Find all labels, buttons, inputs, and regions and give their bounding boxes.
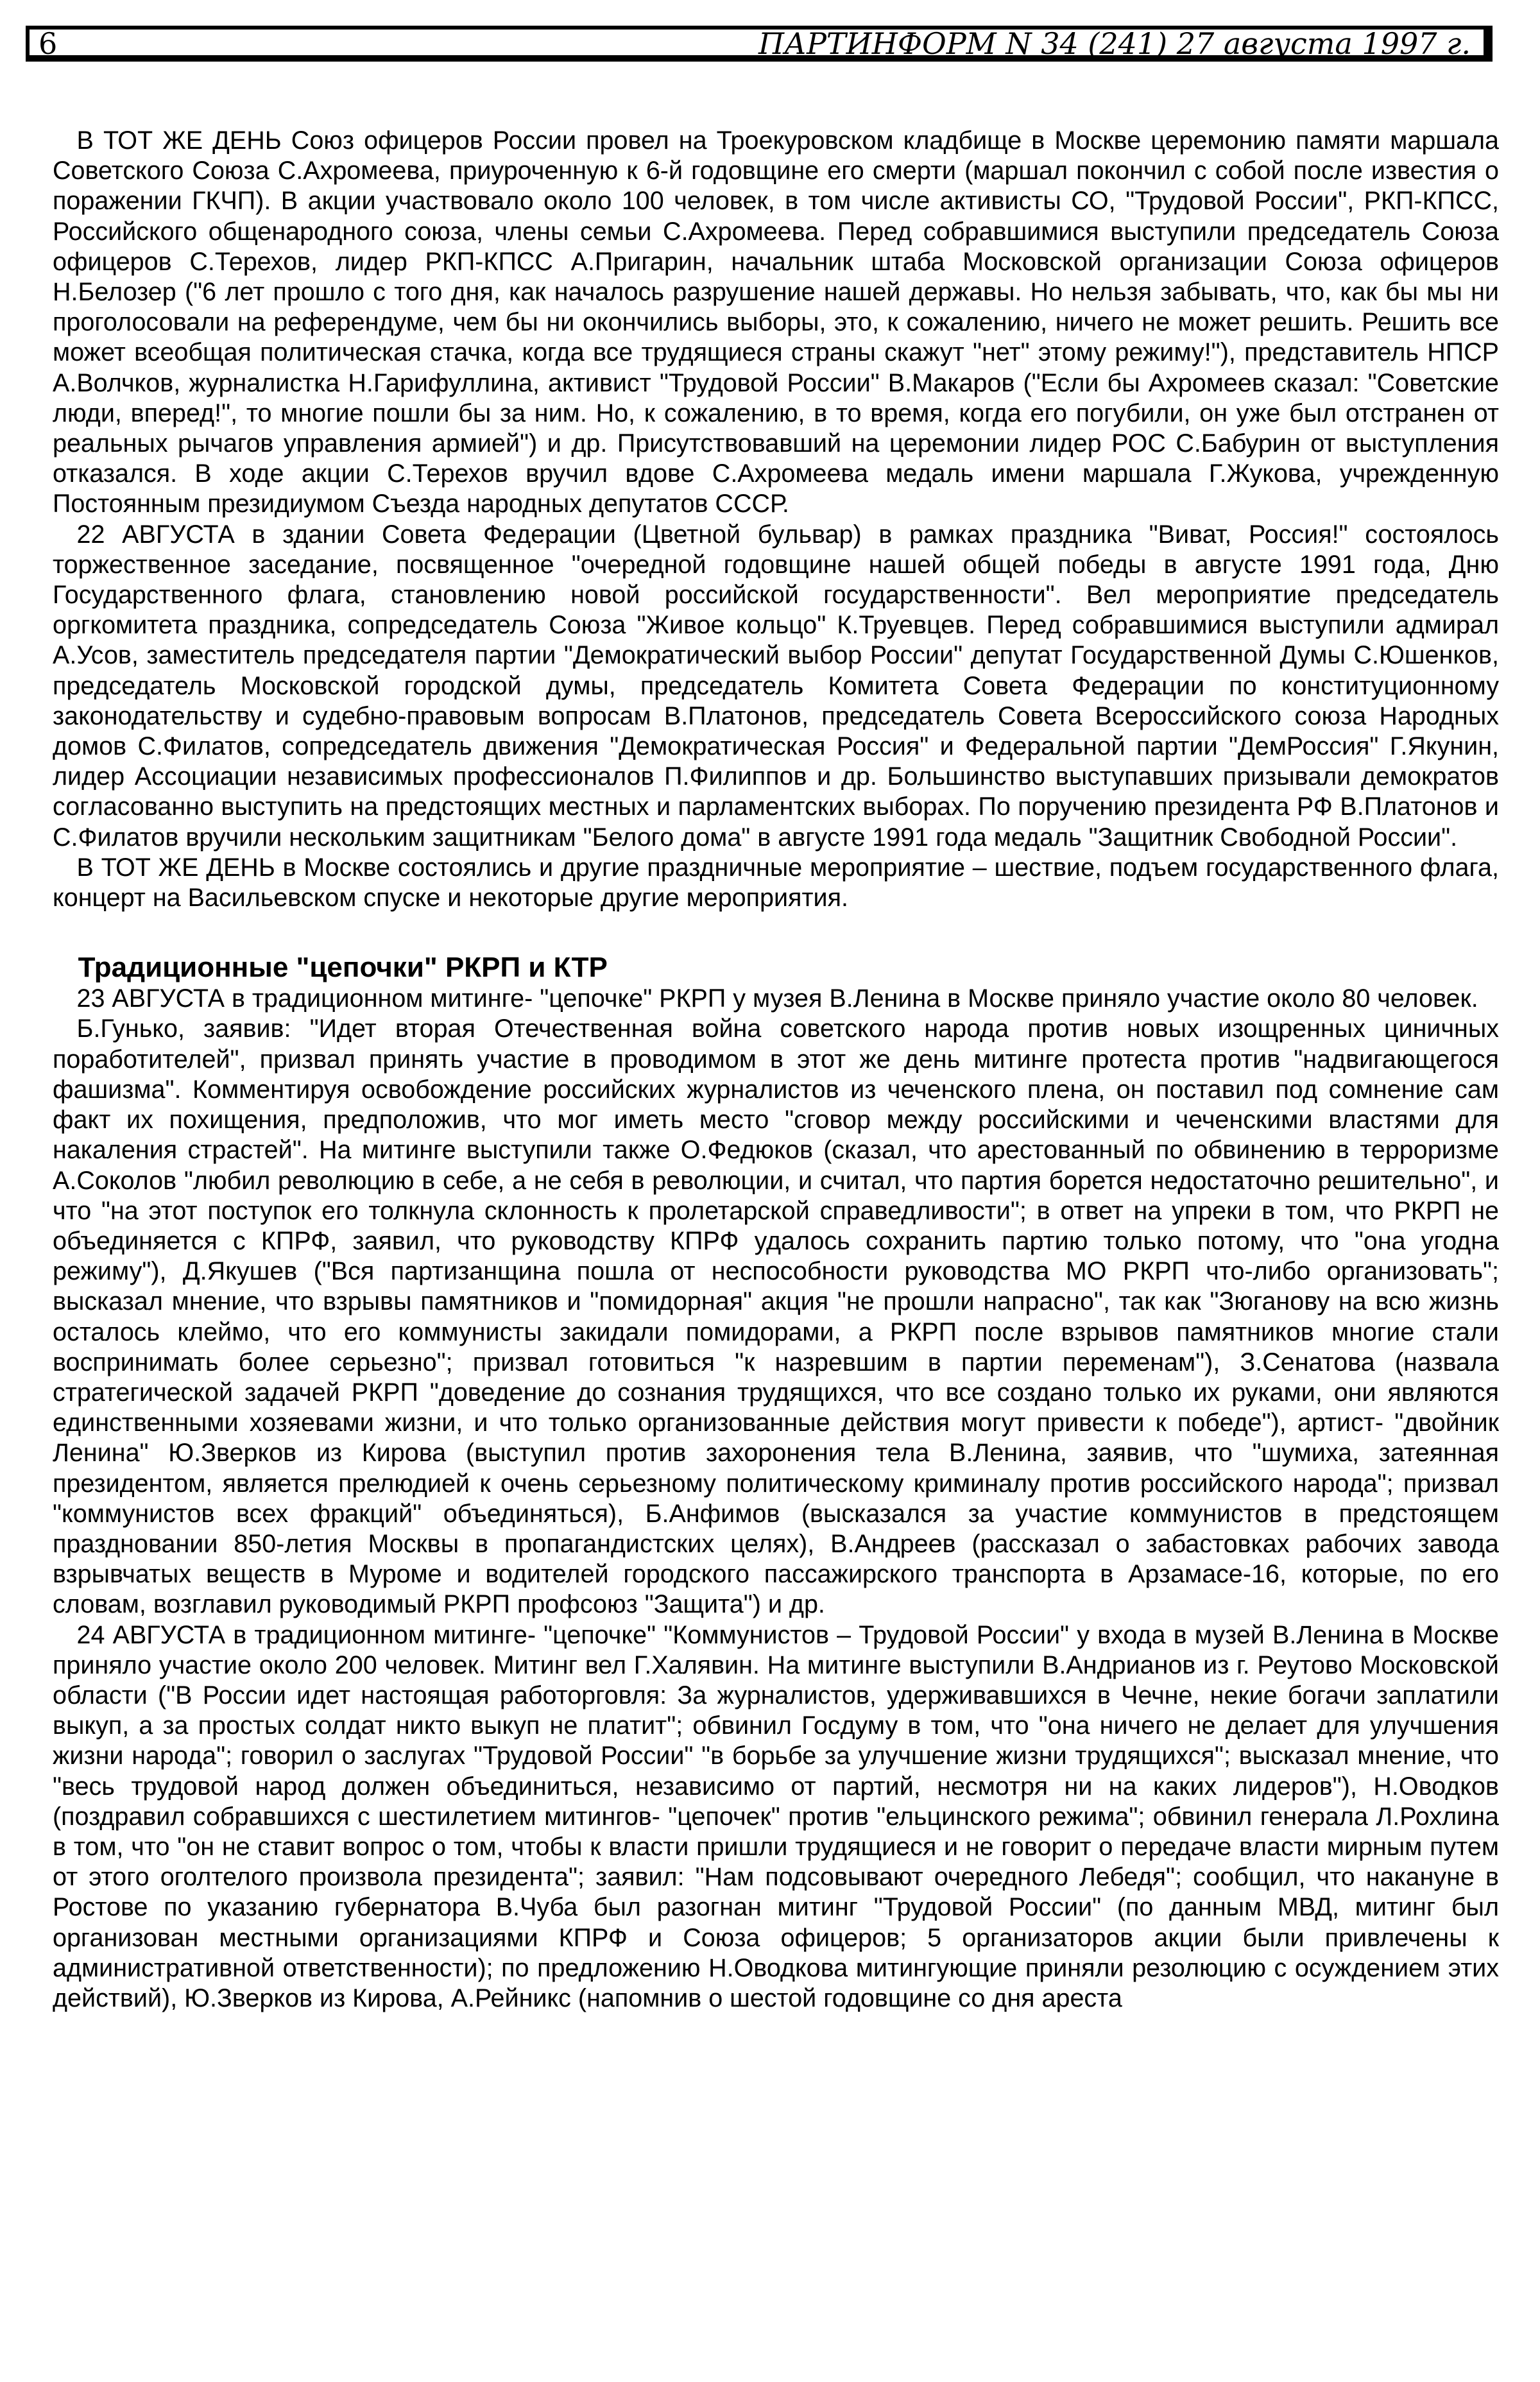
page-number: 6	[38, 26, 58, 61]
paragraph: В ТОТ ЖЕ ДЕНЬ Союз офицеров России провел на Троекуровском кладбище в Москве церемонию памяти маршала Советского Союза С.Ахромеева, приуроченную к 6-й годовщине его смерти (маршал покончил с собой после известия о поражении ГКЧП). В акции участвовало около 100 человек, в том числе активисты СО, "Трудовой России", РКП-КПСС, Российского общенародного союза, члены семьи С.Ахромеева. Перед собравшимися выступили председатель Союза офицеров С.Терехов, лидер РКП-КПСС А.Пригарин, начальник штаба Московской организации Союза офицеров Н.Белозер ("6 лет прошло с того дня, как началось разрушение нашей державы. Но нельзя забывать, что, как бы мы ни проголосовали на референдуме, чем бы ни окончились выборы, это, к сожалению, ничего не может решить. Решить все может всеобщая политическая стачка, когда все трудящиеся страны скажут "нет" этому режиму!"), представитель НПСР А.Волчков, журналистка Н.Гарифуллина, активист "Трудовой России" В.Макаров ("Если бы Ахромеев сказал: "Советские люди, вперед!", то многие пошли бы за ним. Но, к сожалению, в то время, когда его погубили, он уже был отстранен от реальных рычагов управления армией") и др. Присутствовавший на церемонии лидер РОС С.Бабурин от выступления отказался. В ходе акции С.Терехов вручил вдове С.Ахромеева медаль имени маршала Г.Жукова, учрежденную Постоянным президиумом Съезда народных депутатов СССР.	[53, 126, 1499, 518]
issue-info: ПАРТИНФОРМ N 34 (241) 27 августа 1997 г.	[758, 26, 1471, 61]
page-header	[26, 26, 1493, 62]
paragraph: 22 АВГУСТА в здании Совета Федерации (Цветной бульвар) в рамках праздника "Виват, Россия!" состоялось торжественное заседание, посвященное "очередной годовщине нашей общей победы в августе 1991 года, Дню Государственного флага, становлению новой российской государственности". Вел мероприятие председатель оргкомитета праздника, сопредседатель Союза "Живое кольцо" К.Труевцев. Перед собравшимися выступили адмирал А.Усов, заместитель председателя партии "Демократический выбор России" депутат Государственной Думы С.Юшенков, председатель Московской городской думы, председатель Комитета Совета Федерации по конституционному законодательству и судебно-правовым вопросам В.Платонов, председатель Совета Всероссийского союза Народных домов С.Филатов, сопредседатель движения "Демократическая Россия" и Федеральной партии "ДемРоссия" Г.Якунин, лидер Ассоциации независимых профессионалов П.Филиппов и др. Большинство выступавших призывали демократов согласованно выступить на предстоящих местных и парламентских выборах. По поручению президента РФ В.Платонов и С.Филатов вручили нескольким защитникам "Белого дома" в августе 1991 года медаль "Защитник Свободной России".	[53, 520, 1499, 852]
paragraph: 23 АВГУСТА в традиционном митинге- "цепочке" РКРП у музея В.Ленина в Москве приняло участие около 80 человек.	[76, 984, 1478, 1013]
article-body	[53, 126, 1499, 2014]
paragraph: В ТОТ ЖЕ ДЕНЬ в Москве состоялись и другие праздничные мероприятие – шествие, подъем государственного флага, концерт на Васильевском спуске и некоторые другие мероприятия.	[53, 853, 1499, 913]
article-section-1	[53, 126, 1499, 913]
section-heading: Традиционные "цепочки" РКРП и КТР	[78, 952, 608, 984]
paragraph: Б.Гунько, заявив: "Идет вторая Отечественная война советского народа против новых изощренных циничных поработителей", призвал принять участие в проводимом в этот же день митинге протеста против "надвигающегося фашизма". Комментируя освобождение российских журналистов из чеченского плена, он поставил под сомнение сам факт их похищения, предположив, что мог иметь место "сговор между российскими и чеченскими властями для накаления страстей". На митинге выступили также О.Федюков (сказал, что арестованный по обвинению в терроризме А.Соколов "любил революцию в себе, а не себя в революции, и считал, что партия борется недостаточно решительно", и что "на этот поступок его толкнула склонность к пролетарской справедливости"; в ответ на упреки в том, что РКРП не объединяется с КПРФ, заявил, что руководству КПРФ удалось сохранить партию только потому, что "она угодна режиму"), Д.Якушев ("Вся партизанщина пошла от неспособности руководства МО РКРП что-либо организовать"; высказал мнение, что взрывы памятников и "помидорная" акция "не прошли напрасно", так как "Зюганову на всю жизнь осталось клеймо, что его коммунисты закидали помидорами, а РКРП после взрывов памятников многие стали воспринимать более серьезно"; призвал готовиться "к назревшим в партии переменам"), З.Сенатова (назвала стратегической задачей РКРП "доведение до сознания трудящихся, что все создано только их руками, они являются единственными хозяевами жизни, и что только организованные действия могут привести к победе"), артист- "двойник Ленина" Ю.Зверков из Кирова (выступил против захоронения тела В.Ленина, заявив, что "шумиха, затеянная президентом, является прелюдией к очень серьезному политическому криминалу против российского народа"; призвал "коммунистов всех фракций" объединяться), Б.Анфимов (высказался за участие коммунистов в предстоящем праздновании 850-летия Москвы в пропагандистских целях), В.Андреев (рассказал о забастовках рабочих завода взрывчатых веществ в Муроме и водителей городского пассажирского транспорта в Арзамасе-16, которые, по его словам, возглавил руководимый РКРП профсоюз "Защита") и др.	[53, 1015, 1499, 1619]
article-section-2	[53, 984, 1499, 2014]
paragraph: 24 АВГУСТА в традиционном митинге- "цепочке" "Коммунистов – Трудовой России" у входа в музей В.Ленина в Москве приняло участие около 200 человек. Митинг вел Г.Халявин. На митинге выступили В.Андрианов из г. Реутово Московской области ("В России идет настоящая работорговля: За журналистов, удерживавшихся в Чечне, некие богачи заплатили выкуп, а за простых солдат никто выкуп не платит"; обвинил Госдуму в том, что "она ничего не делает для улучшения жизни народа"; говорил о заслугах "Трудовой России" "в борьбе за улучшение жизни трудящихся"; высказал мнение, что "весь трудовой народ должен объединиться, независимо от партий, несмотря ни на каких лидеров"), Н.Оводков (поздравил собравшихся с шестилетием митингов- "цепочек" против "ельцинского режима"; обвинил генерала Л.Рохлина в том, что "он не ставит вопрос о том, чтобы к власти пришли трудящиеся и не говорит о передаче власти мирным путем от этого оголтелого произвола президента"; заявил: "Нам подсовывают очередного Лебедя"; сообщил, что накануне в Ростове по указанию губернатора В.Чуба был разогнан митинг "Трудовой России" (по данным МВД, митинг был организован местными организациями КПРФ и Союза офицеров; 5 организаторов акции были привлечены к административной ответственности); по предложению Н.Оводкова митингующие приняли резолюцию с осуждением этих действий), Ю.Зверков из Кирова, А.Рейникс (напомнив о шестой годовщине со дня ареста	[53, 1620, 1499, 2012]
